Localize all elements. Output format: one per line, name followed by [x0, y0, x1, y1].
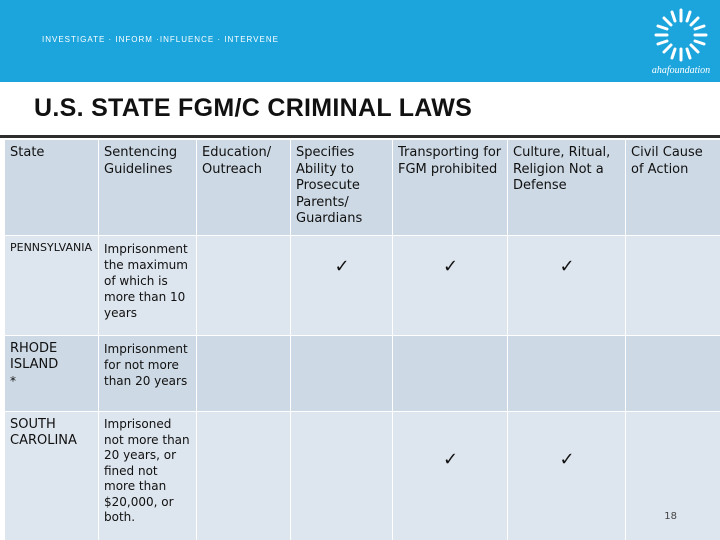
table-header-row: [5, 140, 720, 236]
fgm-laws-table: [4, 139, 720, 540]
check-mark-icon: ✓: [442, 256, 459, 277]
state-name: SOUTH CAROLINA: [10, 417, 77, 448]
column-header-sentencing: Sentencing Guidelines: [99, 140, 197, 236]
logo-text: ahafoundation: [651, 65, 711, 76]
state-cell: [5, 412, 99, 540]
civil-action-cell: [626, 236, 720, 336]
state-name: PENNSYLVANIA: [10, 241, 93, 254]
state-cell: [5, 236, 99, 336]
transporting-cell: [393, 412, 508, 540]
table-row: [5, 336, 720, 412]
state-name: RHODE ISLAND: [10, 341, 59, 372]
column-header-education: Education/ Outreach: [197, 140, 291, 236]
slide-title: U.S. STATE FGM/C CRIMINAL LAWS: [34, 94, 473, 122]
check-mark-icon: ✓: [442, 449, 459, 470]
title-underline: [0, 135, 720, 138]
prosecute-parents-cell: [291, 412, 393, 540]
check-mark-icon: ✓: [334, 256, 350, 277]
sunburst-icon: [652, 6, 710, 64]
transporting-cell: [393, 336, 508, 412]
column-header-transporting: Transporting for FGM prohibited: [393, 140, 508, 236]
column-header-prosecute-parents: Specifies Ability to Prosecute Parents/ Guardians: [291, 140, 393, 236]
education-cell: [197, 236, 291, 336]
page-number: 18: [664, 511, 677, 522]
sentencing-cell: Imprisoned not more than 20 years, or fined not more than $20,000, or both.: [99, 412, 197, 540]
column-header-culture-defense: Culture, Ritual, Religion Not a Defense: [508, 140, 626, 236]
check-mark-icon: ✓: [559, 256, 575, 277]
transporting-cell: [393, 236, 508, 336]
state-footnote-marker: *: [10, 374, 16, 388]
education-cell: [197, 412, 291, 540]
culture-defense-cell: [508, 236, 626, 336]
tagline: INVESTIGATE · INFORM ·INFLUENCE · INTERVENE: [42, 35, 279, 44]
culture-defense-cell: [508, 336, 626, 412]
prosecute-parents-cell: [291, 336, 393, 412]
aha-foundation-logo: [646, 4, 716, 78]
check-mark-icon: ✓: [559, 449, 575, 470]
table-row: [5, 412, 720, 540]
sentencing-cell: Imprisonment for not more than 20 years: [99, 336, 197, 412]
sentencing-cell: Imprisonment the maximum of which is more than 10 years: [99, 236, 197, 336]
column-header-civil-action: Civil Cause of Action: [626, 140, 720, 236]
header-banner: [0, 0, 720, 82]
table-row: [5, 236, 720, 336]
culture-defense-cell: [508, 412, 626, 540]
column-header-state: State: [5, 140, 99, 236]
prosecute-parents-cell: [291, 236, 393, 336]
education-cell: [197, 336, 291, 412]
civil-action-cell: [626, 336, 720, 412]
state-cell: [5, 336, 99, 412]
